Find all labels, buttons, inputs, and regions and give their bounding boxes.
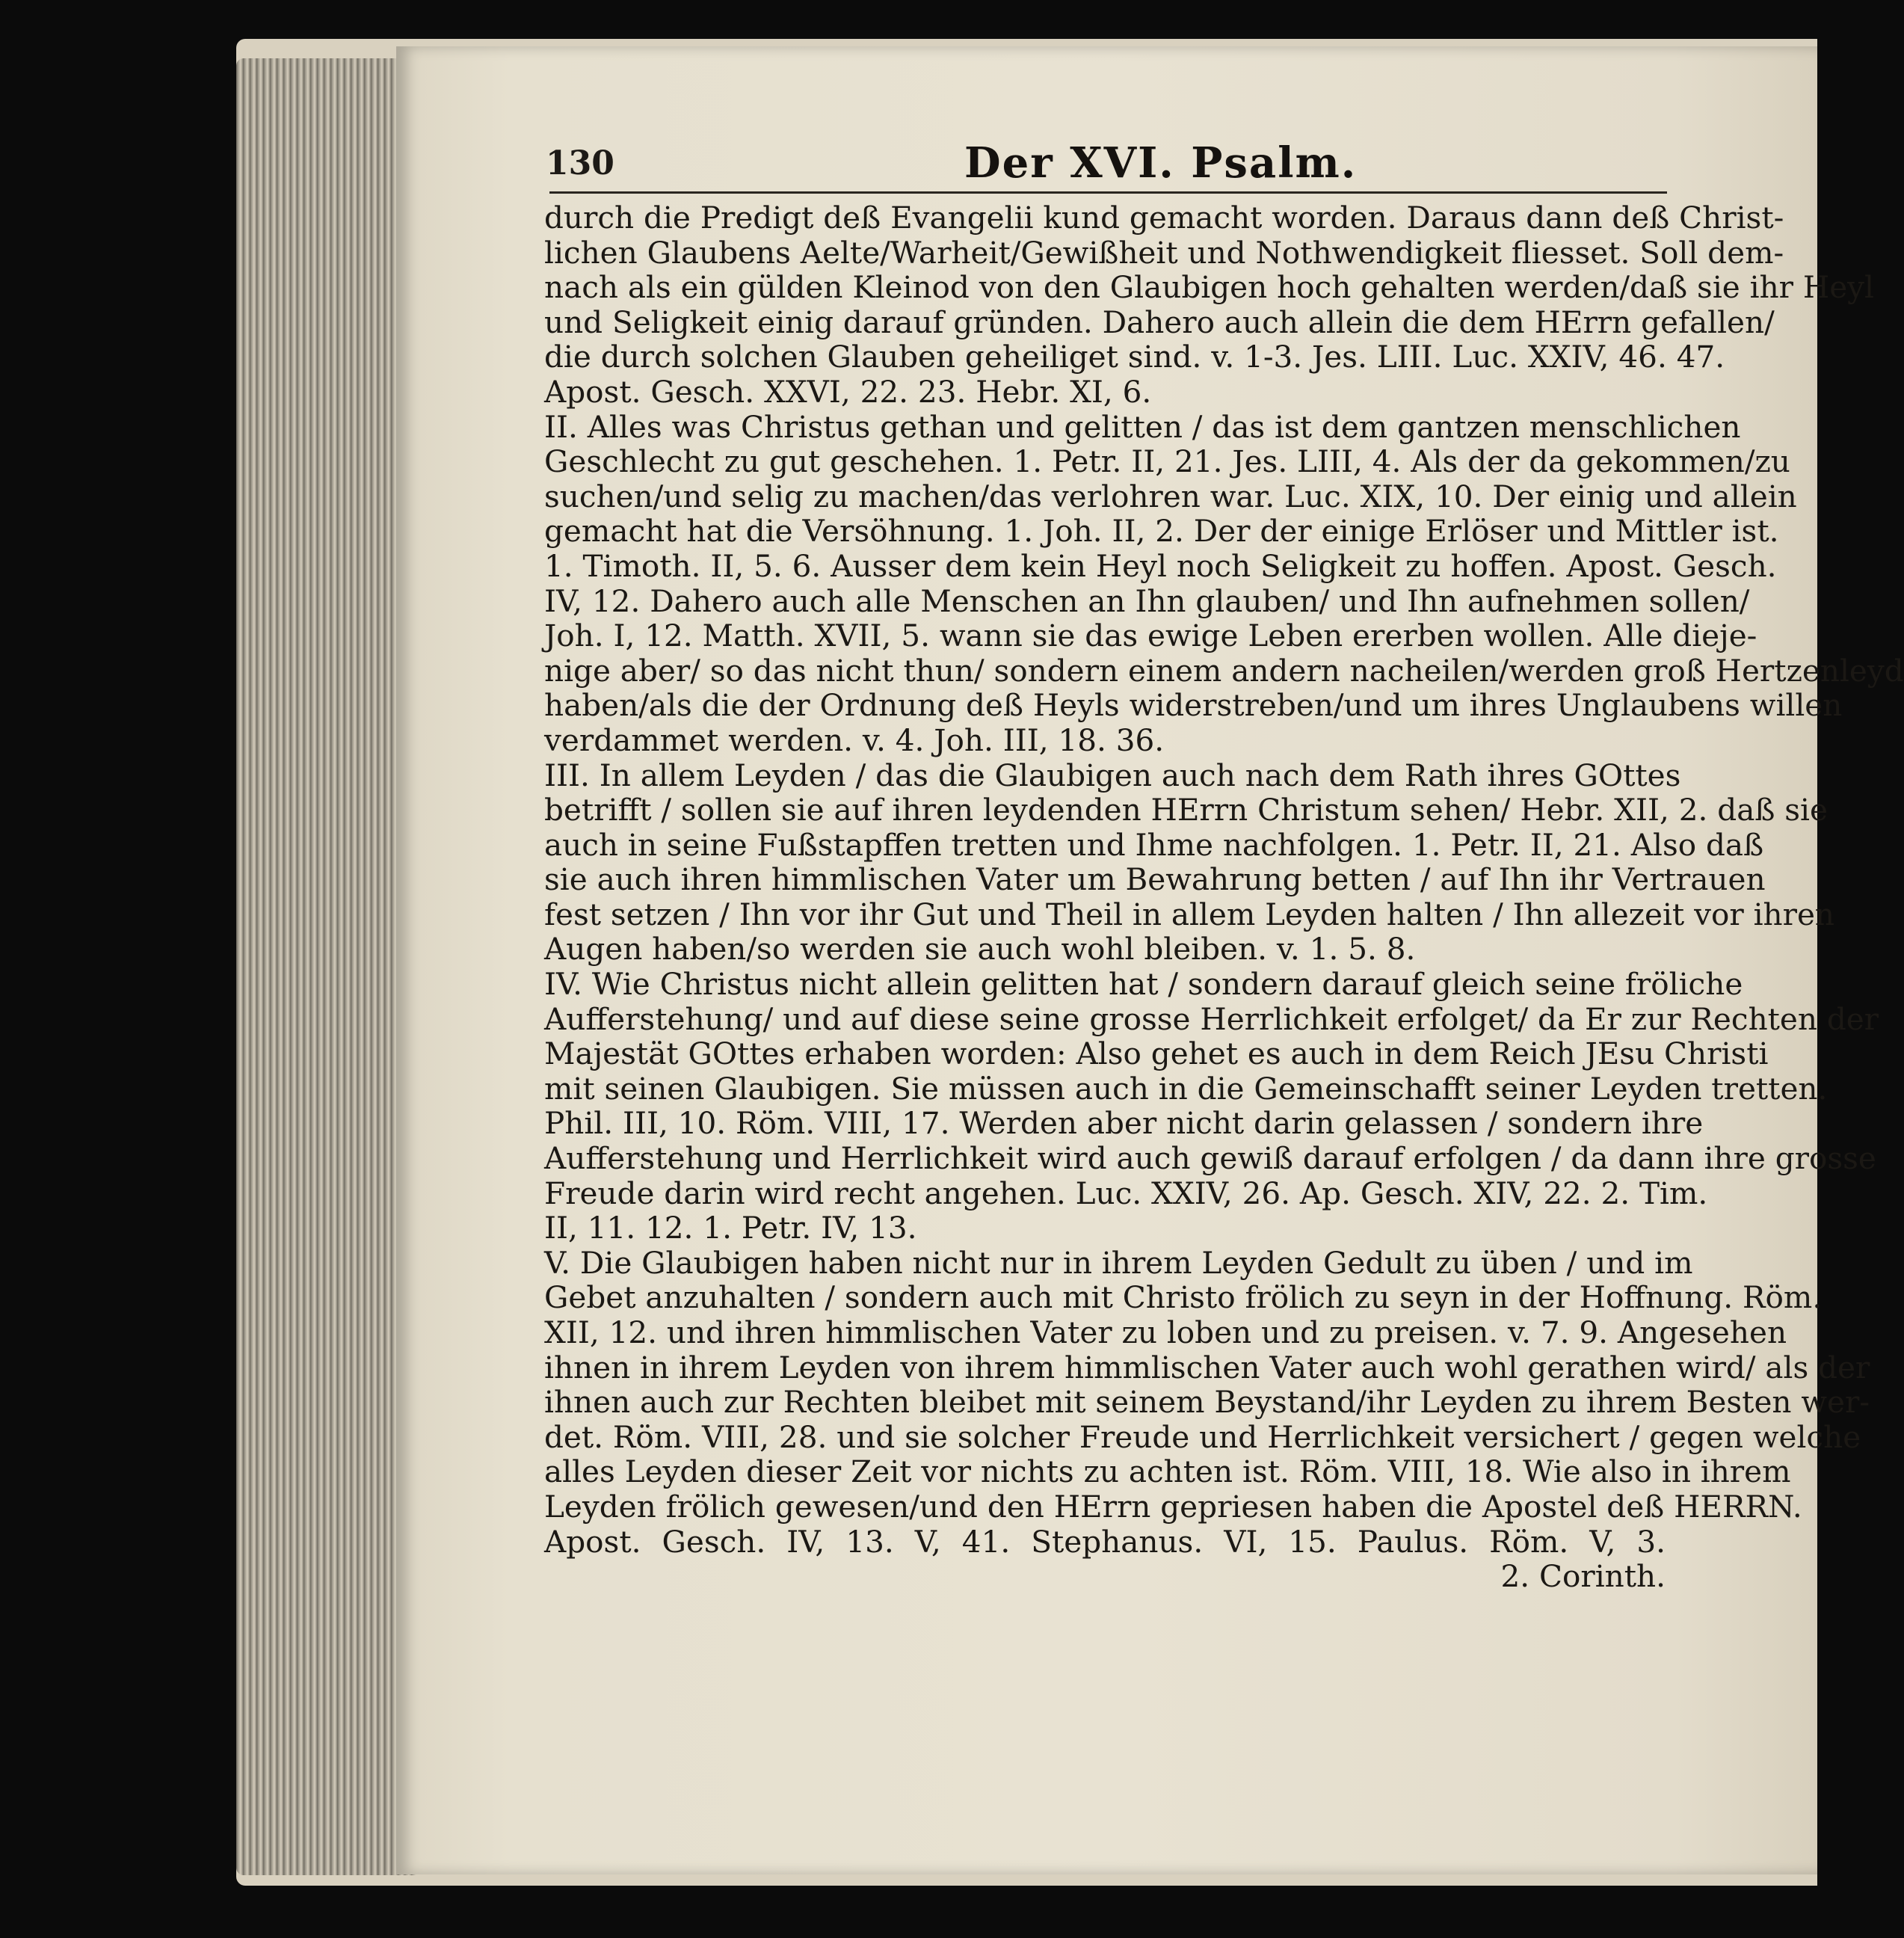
text-line: gemacht hat die Versöhnung. 1. Joh. II, 2. Der der einige Erlöser und Mittler ist. bbox=[544, 513, 1779, 550]
text-line: II. Alles was Christus gethan und gelitten / das ist dem gantzen menschlichen bbox=[544, 408, 1741, 445]
text-line: Apost. Gesch. XXVI, 22. 23. Hebr. XI, 6. bbox=[544, 373, 1152, 410]
text-line: die durch solchen Glauben geheiliget sind. v. 1-3. Jes. LIII. Luc. XXIV, 46. 47. bbox=[544, 339, 1725, 375]
text-line: Aufferstehung/ und auf diese seine grosse Herrlichkeit erfolget/ da Er zur Rechten der bbox=[544, 1000, 1879, 1037]
page-stack-edge bbox=[236, 58, 416, 1875]
text-line: 2. Corinth. bbox=[1500, 1558, 1666, 1595]
page-number: 130 bbox=[546, 144, 614, 182]
text-line: Majestät GOttes erhaben worden: Also gehet es auch in dem Reich JEsu Christi bbox=[544, 1036, 1769, 1072]
page-header bbox=[546, 138, 1667, 191]
text-line: IV, 12. Dahero auch alle Menschen an Ihn glauben/ und Ihn aufnehmen sollen/ bbox=[544, 582, 1750, 619]
text-line: V. Die Glaubigen haben nicht nur in ihrem Leyden Gedult zu üben / und im bbox=[544, 1244, 1693, 1281]
text-line: 1. Timoth. II, 5. 6. Ausser dem kein Heyl noch Seligkeit zu hoffen. Apost. Gesch. bbox=[544, 547, 1777, 584]
text-line: XII, 12. und ihren himmlischen Vater zu loben und zu preisen. v. 7. 9. Angesehen bbox=[544, 1314, 1787, 1350]
text-line: fest setzen / Ihn vor ihr Gut und Theil in allem Leyden halten / Ihn allezeit vor ihren bbox=[544, 896, 1835, 932]
text-line: ihnen auch zur Rechten bleibet mit seinem Beystand/ihr Leyden zu ihrem Besten wer- bbox=[544, 1384, 1870, 1421]
text-line: verdammet werden. v. 4. Joh. III, 18. 36. bbox=[544, 722, 1165, 758]
text-line: ihnen in ihrem Leyden von ihrem himmlischen Vater auch wohl gerathen wird/ als der bbox=[544, 1349, 1870, 1385]
text-line: sie auch ihren himmlischen Vater um Bewahrung betten / auf Ihn ihr Vertrauen bbox=[544, 861, 1766, 898]
text-line: Gebet anzuhalten / sondern auch mit Christo frölich zu seyn in der Hoffnung. Röm. bbox=[544, 1279, 1823, 1316]
text-line: Augen haben/so werden sie auch wohl bleiben. v. 1. 5. 8. bbox=[544, 931, 1416, 968]
text-line: Phil. III, 10. Röm. VIII, 17. Werden aber nicht darin gelassen / sondern ihre bbox=[544, 1105, 1704, 1142]
text-line: auch in seine Fußstapffen tretten und Ihme nachfolgen. 1. Petr. II, 21. Also daß bbox=[544, 826, 1764, 863]
text-line: Leyden frölich gewesen/und den HErrn gepriesen haben die Apostel deß HERRN. bbox=[544, 1488, 1802, 1525]
text-line: haben/als die der Ordnung deß Heyls widerstreben/und um ihres Unglaubens willen bbox=[544, 687, 1843, 724]
text-line: det. Röm. VIII, 28. und sie solcher Freude und Herrlichkeit versichert / gegen welche bbox=[544, 1418, 1861, 1455]
text-line: Geschlecht zu gut geschehen. 1. Petr. II, 21. Jes. LIII, 4. Als der da gekommen/zu bbox=[544, 443, 1790, 480]
text-line: IV. Wie Christus nicht allein gelitten hat / sondern darauf gleich seine fröliche bbox=[544, 966, 1743, 1003]
text-line: Aufferstehung und Herrlichkeit wird auch gewiß darauf erfolgen / da dann ihre grosse bbox=[544, 1140, 1876, 1177]
text-line: betrifft / sollen sie auf ihren leydenden HErrn Christum sehen/ Hebr. XII, 2. daß sie bbox=[544, 792, 1828, 828]
text-line: II, 11. 12. 1. Petr. IV, 13. bbox=[544, 1210, 917, 1246]
text-line: nige aber/ so das nicht thun/ sondern einem andern nacheilen/werden groß Hertzenleyd bbox=[544, 652, 1904, 689]
text-line: III. In allem Leyden / das die Glaubigen auch nach dem Rath ihres GOttes bbox=[544, 757, 1681, 793]
header-rule bbox=[549, 191, 1667, 194]
text-line: nach als ein gülden Kleinod von den Glaubigen hoch gehalten werden/daß sie ihr Heyl bbox=[544, 269, 1875, 306]
text-line: lichen Glaubens Aelte/Warheit/Gewißheit und Nothwendigkeit fliesset. Soll dem- bbox=[544, 234, 1784, 271]
text-line: und Seligkeit einig darauf gründen. Dahero auch allein die dem HErrn gefallen/ bbox=[544, 304, 1775, 340]
text-line: alles Leyden dieser Zeit vor nichts zu achten ist. Röm. VIII, 18. Wie also in ihrem bbox=[544, 1454, 1791, 1490]
text-line: durch die Predigt deß Evangelii kund gemacht worden. Daraus dann deß Christ- bbox=[544, 200, 1784, 236]
text-line: mit seinen Glaubigen. Sie müssen auch in die Gemeinschafft seiner Leyden tretten. bbox=[544, 1070, 1828, 1107]
running-title: Der XVI. Psalm. bbox=[964, 138, 1358, 188]
text-line: suchen/und selig zu machen/das verlohren war. Luc. XIX, 10. Der einig und allein bbox=[544, 478, 1797, 514]
text-line: Apost. Gesch. IV, 13. V, 41. Stephanus. VI, 15. Paulus. Röm. V, 3. bbox=[544, 1523, 1666, 1560]
text-line: Freude darin wird recht angehen. Luc. XXIV, 26. Ap. Gesch. XIV, 22. 2. Tim. bbox=[544, 1175, 1708, 1211]
text-line: Joh. I, 12. Matth. XVII, 5. wann sie das ewige Leben ererben wollen. Alle dieje- bbox=[544, 618, 1757, 654]
body-text bbox=[544, 200, 1904, 1595]
